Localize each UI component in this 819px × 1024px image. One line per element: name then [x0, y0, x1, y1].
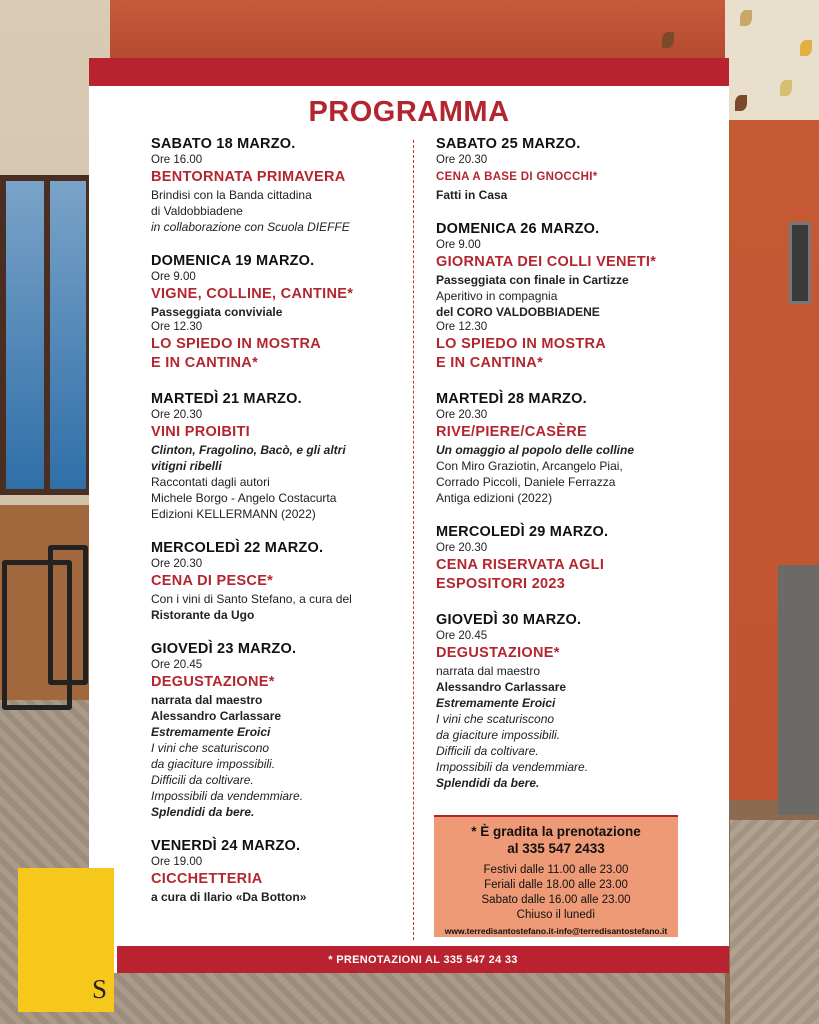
event-line: Alessandro Carlassare: [151, 709, 282, 723]
event-line: I vini che scaturiscono: [151, 741, 270, 755]
window-mullion: [44, 175, 50, 495]
event-line: Antiga edizioni (2022): [436, 491, 553, 505]
booking-box: [434, 815, 678, 937]
event-line: del CORO VALDOBBIADENE: [436, 305, 600, 319]
leaf-decoration: [735, 95, 747, 111]
event-title: CENA DI PESCE*: [151, 573, 274, 589]
event-time: Ore 20.45: [151, 659, 203, 671]
event-title: DEGUSTAZIONE*: [436, 645, 560, 661]
event-date: GIOVEDÌ 30 MARZO.: [436, 612, 582, 628]
event-title: CENA A BASE DI GNOCCHI*: [436, 171, 598, 183]
event-line: narrata dal maestro: [436, 664, 541, 678]
event-line: Difficili da coltivare.: [151, 773, 254, 787]
event-line: a cura di Ilario «Da Botton»: [151, 890, 307, 904]
event-item: [436, 391, 726, 506]
event-title: E IN CANTINA*: [436, 355, 544, 371]
event-line: Raccontati dagli autori: [151, 475, 270, 489]
event-title: VIGNE, COLLINE, CANTINE*: [151, 286, 354, 302]
event-item: [151, 391, 441, 522]
booking-hours: Chiuso il lunedì: [516, 909, 596, 921]
event-time: Ore 20.30: [151, 409, 203, 421]
event-time: Ore 20.30: [151, 558, 203, 570]
event-title: CENA RISERVATA AGLI: [436, 557, 605, 573]
event-line: Con Miro Graziotin, Arcangelo Piai,: [436, 459, 623, 473]
logo: [18, 868, 114, 1012]
top-banner: [89, 58, 729, 86]
event-title: LO SPIEDO IN MOSTRA: [151, 336, 322, 352]
event-line: Splendidi da bere.: [436, 776, 540, 790]
event-title: BENTORNATA PRIMAVERA: [151, 169, 346, 185]
event-date: MERCOLEDÌ 29 MARZO.: [436, 524, 609, 540]
event-date: MARTEDÌ 28 MARZO.: [436, 391, 587, 407]
event-item: [436, 136, 726, 203]
event-line: da giaciture impossibili.: [151, 757, 276, 771]
event-item: [151, 253, 441, 373]
event-date: MERCOLEDÌ 22 MARZO.: [151, 540, 324, 556]
event-item: [151, 641, 441, 820]
event-line: Impossibili da vendemmiare.: [151, 789, 304, 803]
event-item: [436, 612, 726, 791]
left-column: [151, 136, 441, 923]
event-line: Brindisi con la Banda cittadina: [151, 188, 312, 202]
event-date: GIOVEDÌ 23 MARZO.: [151, 641, 297, 657]
website-link[interactable]: www.terredisantostefano.it-info@terredisantostefano.it: [444, 926, 668, 936]
event-time: Ore 12.30: [151, 321, 203, 333]
event-line: Edizioni KELLERMANN (2022): [151, 507, 316, 521]
event-title: ESPOSITORI 2023: [436, 576, 566, 592]
event-date: SABATO 25 MARZO.: [436, 136, 581, 152]
event-title: RIVE/PIERE/CASÈRE: [436, 424, 587, 440]
event-item: [436, 524, 726, 594]
event-date: VENERDÌ 24 MARZO.: [151, 838, 301, 854]
booking-hours: Feriali dalle 18.00 alle 23.00: [484, 879, 628, 891]
footer-text: * PRENOTAZIONI AL 335 547 24 33: [328, 953, 518, 966]
event-title: VINI PROIBITI: [151, 424, 250, 440]
event-line: Passeggiata con finale in Cartizze: [436, 273, 629, 287]
event-time: Ore 9.00: [151, 271, 196, 283]
event-item: [436, 221, 726, 373]
ceiling: [0, 0, 819, 60]
event-item: [151, 540, 441, 623]
leaf-decoration: [740, 10, 752, 26]
right-column: [436, 136, 726, 809]
event-time: Ore 20.30: [436, 154, 488, 166]
event-line: Impossibili da vendemmiare.: [436, 760, 589, 774]
event-title: DEGUSTAZIONE*: [151, 674, 275, 690]
event-title: LO SPIEDO IN MOSTRA: [436, 336, 607, 352]
event-line: Clinton, Fragolino, Bacò, e gli altri: [151, 443, 346, 457]
event-line: Estremamente Eroici: [151, 725, 271, 739]
event-line: Estremamente Eroici: [436, 696, 556, 710]
event-time: Ore 20.30: [436, 542, 488, 554]
poster-title: PROGRAMMA: [308, 96, 510, 128]
event-time: Ore 16.00: [151, 154, 203, 166]
booking-hours: Sabato dalle 16.00 alle 23.00: [481, 894, 631, 906]
leaf-decoration: [662, 32, 674, 48]
event-line: Corrado Piccoli, Daniele Ferrazza: [436, 475, 616, 489]
event-line: Aperitivo in compagnia: [436, 289, 558, 303]
event-line: Con i vini di Santo Stefano, a cura del: [151, 592, 352, 606]
event-line: Splendidi da bere.: [151, 805, 255, 819]
event-line: di Valdobbiadene: [151, 204, 243, 218]
leaf-decoration: [780, 80, 792, 96]
booking-line: * È gradita la prenotazione: [471, 824, 641, 839]
event-date: DOMENICA 19 MARZO.: [151, 253, 315, 269]
event-line: Fatti in Casa: [436, 188, 508, 202]
event-title: E IN CANTINA*: [151, 355, 259, 371]
booking-phone: al 335 547 2433: [507, 841, 605, 856]
cabinet: [778, 565, 819, 815]
chair: [48, 545, 88, 685]
event-line: da giaciture impossibili.: [436, 728, 561, 742]
event-time: Ore 12.30: [436, 321, 488, 333]
floor-right: [730, 820, 819, 1024]
event-line: Michele Borgo - Angelo Costacurta: [151, 491, 337, 505]
logo-letter: S: [92, 974, 108, 1004]
event-time: Ore 20.30: [436, 409, 488, 421]
event-item: [151, 838, 441, 905]
event-line: Un omaggio al popolo delle colline: [436, 443, 635, 457]
event-line: Difficili da coltivare.: [436, 744, 539, 758]
event-date: SABATO 18 MARZO.: [151, 136, 296, 152]
event-line: I vini che scaturiscono: [436, 712, 555, 726]
event-line: Alessandro Carlassare: [436, 680, 567, 694]
event-line: Passeggiata conviviale: [151, 305, 283, 319]
booking-hours: Festivi dalle 11.00 alle 23.00: [483, 864, 629, 876]
event-title: CICCHETTERIA: [151, 871, 263, 887]
event-line: in collaborazione con Scuola DIEFFE: [151, 220, 350, 234]
bottom-banner: [117, 946, 729, 973]
event-line: narrata dal maestro: [151, 693, 263, 707]
event-line: Ristorante da Ugo: [151, 608, 255, 622]
leaf-decoration: [800, 40, 812, 56]
program-poster: [89, 58, 729, 973]
event-time: Ore 20.45: [436, 630, 488, 642]
event-time: Ore 9.00: [436, 239, 481, 251]
event-title: GIORNATA DEI COLLI VENETI*: [436, 254, 657, 270]
event-item: [151, 136, 441, 235]
event-date: DOMENICA 26 MARZO.: [436, 221, 600, 237]
event-time: Ore 19.00: [151, 856, 203, 868]
wall-frame: [789, 222, 811, 304]
event-date: MARTEDÌ 21 MARZO.: [151, 391, 302, 407]
event-line: vitigni ribelli: [151, 459, 222, 473]
